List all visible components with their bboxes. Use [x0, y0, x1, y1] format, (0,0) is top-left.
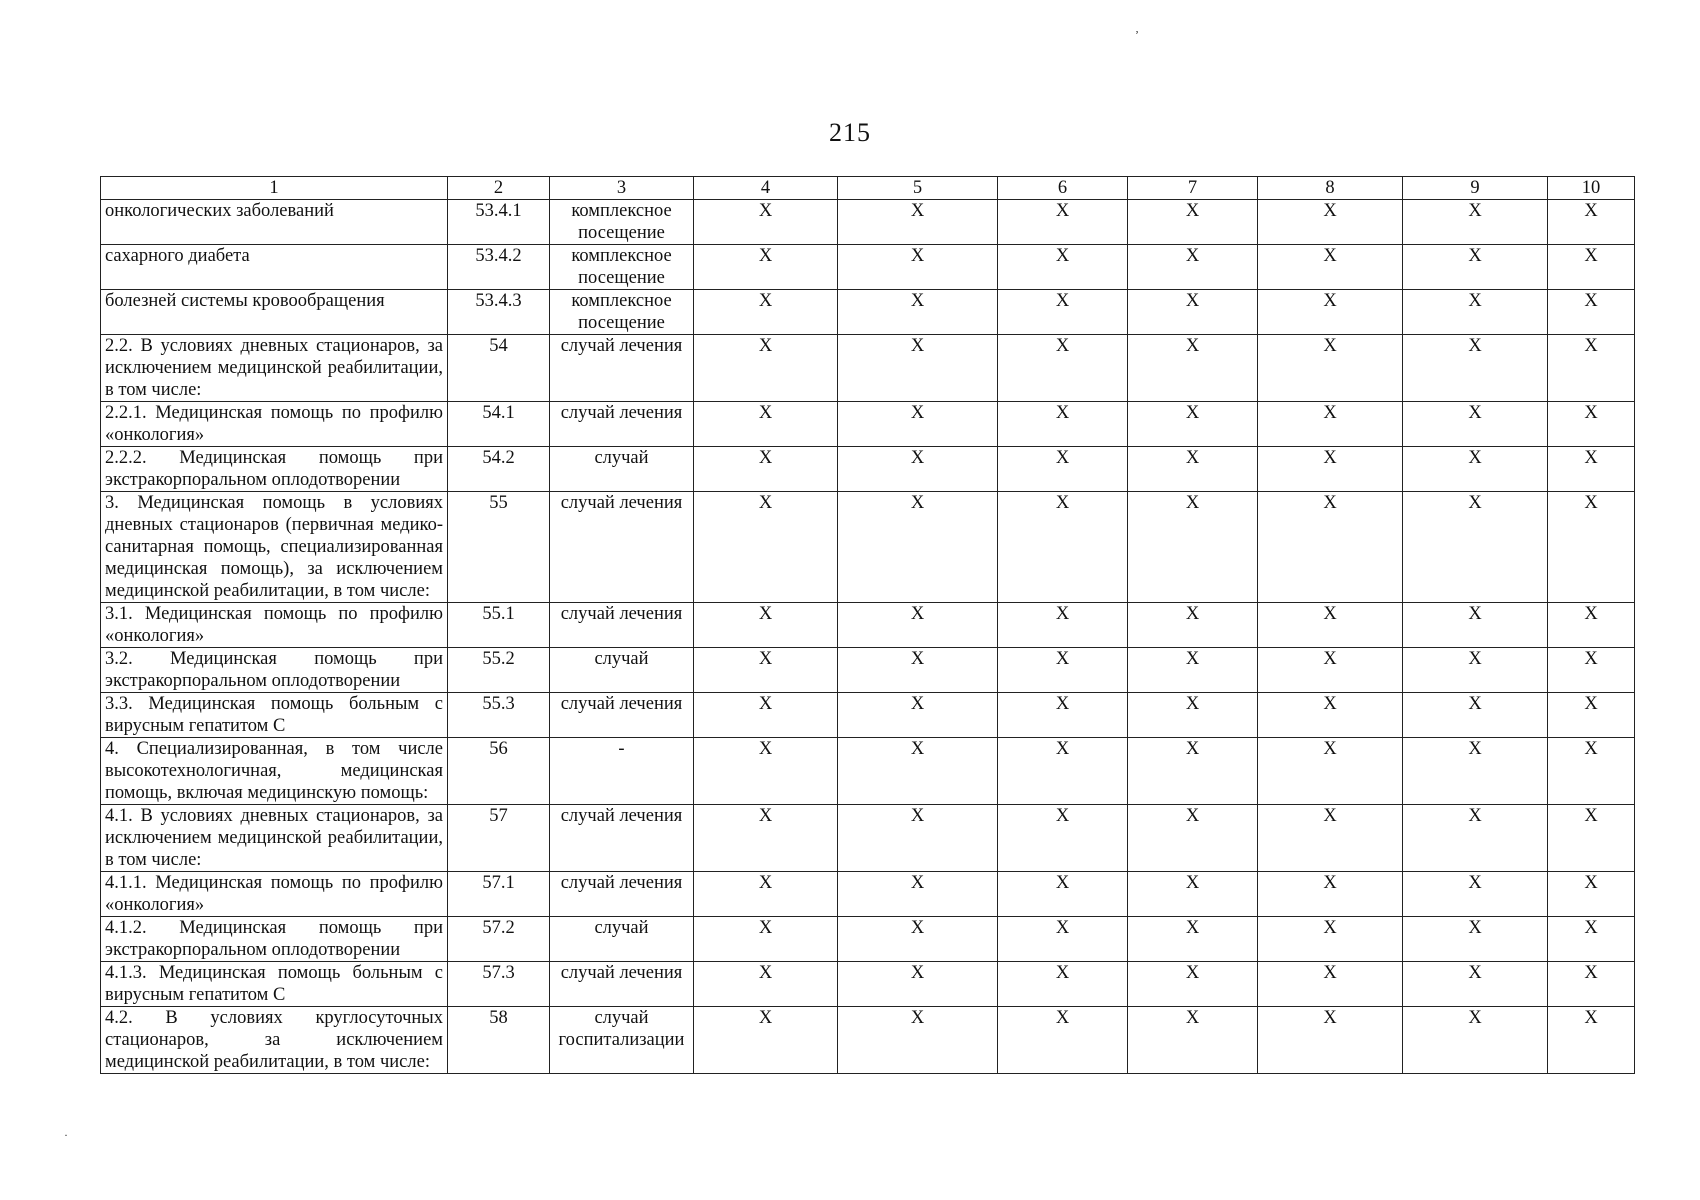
value-cell: X: [1258, 805, 1403, 872]
value-cell: X: [1128, 738, 1258, 805]
row-unit: комплексное посещение: [550, 245, 694, 290]
table-row: [101, 335, 1635, 402]
value-cell: X: [1258, 738, 1403, 805]
value-cell: X: [998, 603, 1128, 648]
value-cell: X: [838, 603, 998, 648]
value-cell: X: [1403, 447, 1548, 492]
value-cell: X: [694, 805, 838, 872]
column-header: 6: [998, 177, 1128, 200]
value-cell: X: [838, 805, 998, 872]
value-cell: X: [998, 917, 1128, 962]
value-cell: X: [694, 603, 838, 648]
scan-speck: ʼ: [1135, 28, 1139, 42]
value-cell: X: [1403, 738, 1548, 805]
row-code: 58: [448, 1007, 550, 1074]
value-cell: X: [1403, 200, 1548, 245]
value-cell: X: [838, 200, 998, 245]
row-label: 4.1. В условиях дневных стационаров, за исключением медицинской реабилитации, в том числе:: [101, 805, 448, 872]
value-cell: X: [838, 245, 998, 290]
value-cell: X: [1548, 603, 1635, 648]
value-cell: X: [1548, 738, 1635, 805]
row-unit: -: [550, 738, 694, 805]
value-cell: X: [1258, 917, 1403, 962]
row-code: 54.2: [448, 447, 550, 492]
row-label: 4.1.2. Медицинская помощь при экстракорпоральном оплодотворении: [101, 917, 448, 962]
value-cell: X: [838, 872, 998, 917]
table-row: [101, 447, 1635, 492]
value-cell: X: [998, 738, 1128, 805]
value-cell: X: [838, 290, 998, 335]
value-cell: X: [1258, 335, 1403, 402]
value-cell: X: [1403, 492, 1548, 603]
value-cell: X: [694, 648, 838, 693]
value-cell: X: [1548, 693, 1635, 738]
value-cell: X: [1258, 402, 1403, 447]
value-cell: X: [1258, 962, 1403, 1007]
row-unit: случай: [550, 648, 694, 693]
value-cell: X: [998, 648, 1128, 693]
value-cell: X: [1258, 447, 1403, 492]
row-code: 54.1: [448, 402, 550, 447]
value-cell: X: [1548, 290, 1635, 335]
table-row: [101, 1007, 1635, 1074]
value-cell: X: [1258, 1007, 1403, 1074]
row-unit: случай: [550, 447, 694, 492]
value-cell: X: [1128, 335, 1258, 402]
row-unit: случай лечения: [550, 872, 694, 917]
row-code: 55.3: [448, 693, 550, 738]
row-label: 2.2. В условиях дневных стационаров, за исключением медицинской реабилитации, в том числе:: [101, 335, 448, 402]
value-cell: X: [1403, 335, 1548, 402]
row-label: 2.2.1. Медицинская помощь по профилю «онкология»: [101, 402, 448, 447]
row-unit: случай лечения: [550, 335, 694, 402]
row-code: 57.2: [448, 917, 550, 962]
column-header: 8: [1258, 177, 1403, 200]
value-cell: X: [694, 402, 838, 447]
value-cell: X: [694, 872, 838, 917]
value-cell: X: [1128, 917, 1258, 962]
value-cell: X: [1128, 402, 1258, 447]
row-label: 4.1.3. Медицинская помощь больным с вирусным гепатитом С: [101, 962, 448, 1007]
value-cell: X: [694, 1007, 838, 1074]
value-cell: X: [998, 693, 1128, 738]
value-cell: X: [1128, 1007, 1258, 1074]
value-cell: X: [1128, 805, 1258, 872]
row-code: 53.4.1: [448, 200, 550, 245]
value-cell: X: [1258, 492, 1403, 603]
value-cell: X: [694, 492, 838, 603]
value-cell: X: [1548, 200, 1635, 245]
value-cell: X: [1548, 492, 1635, 603]
table-row: [101, 872, 1635, 917]
value-cell: X: [694, 245, 838, 290]
column-header: 2: [448, 177, 550, 200]
value-cell: X: [1128, 492, 1258, 603]
table-row: [101, 693, 1635, 738]
row-code: 55: [448, 492, 550, 603]
value-cell: X: [998, 402, 1128, 447]
value-cell: X: [1548, 872, 1635, 917]
value-cell: X: [838, 693, 998, 738]
value-cell: X: [1548, 402, 1635, 447]
value-cell: X: [1403, 805, 1548, 872]
row-label: сахарного диабета: [101, 245, 448, 290]
value-cell: X: [998, 290, 1128, 335]
value-cell: X: [1258, 200, 1403, 245]
value-cell: X: [1258, 648, 1403, 693]
value-cell: X: [838, 335, 998, 402]
value-cell: X: [1128, 447, 1258, 492]
row-unit: случай лечения: [550, 402, 694, 447]
row-unit: случай лечения: [550, 693, 694, 738]
value-cell: X: [1548, 245, 1635, 290]
value-cell: X: [1403, 603, 1548, 648]
column-header: 5: [838, 177, 998, 200]
value-cell: X: [998, 872, 1128, 917]
value-cell: X: [1128, 245, 1258, 290]
value-cell: X: [694, 917, 838, 962]
page-number: 215: [829, 118, 871, 147]
value-cell: X: [1128, 200, 1258, 245]
value-cell: X: [998, 492, 1128, 603]
value-cell: X: [998, 447, 1128, 492]
value-cell: X: [694, 290, 838, 335]
table-row: [101, 492, 1635, 603]
row-code: 53.4.3: [448, 290, 550, 335]
row-unit: комплексное посещение: [550, 200, 694, 245]
row-label: болезней системы кровообращения: [101, 290, 448, 335]
value-cell: X: [1128, 962, 1258, 1007]
table-row: [101, 648, 1635, 693]
row-code: 57.1: [448, 872, 550, 917]
value-cell: X: [1548, 917, 1635, 962]
table-row: [101, 200, 1635, 245]
value-cell: X: [694, 335, 838, 402]
row-code: 54: [448, 335, 550, 402]
value-cell: X: [1128, 290, 1258, 335]
value-cell: X: [1548, 962, 1635, 1007]
column-header: 1: [101, 177, 448, 200]
table-row: [101, 245, 1635, 290]
value-cell: X: [1548, 447, 1635, 492]
row-unit: случай госпитализации: [550, 1007, 694, 1074]
value-cell: X: [838, 917, 998, 962]
value-cell: X: [1403, 402, 1548, 447]
value-cell: X: [838, 738, 998, 805]
value-cell: X: [1403, 1007, 1548, 1074]
value-cell: X: [1403, 872, 1548, 917]
row-code: 56: [448, 738, 550, 805]
value-cell: X: [998, 962, 1128, 1007]
value-cell: X: [1128, 872, 1258, 917]
table-row: [101, 603, 1635, 648]
column-header: 3: [550, 177, 694, 200]
scan-speck: ·: [64, 1128, 68, 1142]
row-unit: случай лечения: [550, 603, 694, 648]
row-unit: комплексное посещение: [550, 290, 694, 335]
value-cell: X: [838, 962, 998, 1007]
value-cell: X: [1548, 335, 1635, 402]
value-cell: X: [694, 693, 838, 738]
table-row: [101, 402, 1635, 447]
row-label: 3.3. Медицинская помощь больным с вирусным гепатитом С: [101, 693, 448, 738]
row-label: 3. Медицинская помощь в условиях дневных стационаров (первичная медико-санитарная помощь, специализированная медицинская помощь), за исключением медицинской реабилитации, в том числе:: [101, 492, 448, 603]
value-cell: X: [1258, 245, 1403, 290]
row-unit: случай лечения: [550, 962, 694, 1007]
row-label: 4.1.1. Медицинская помощь по профилю «онкология»: [101, 872, 448, 917]
value-cell: X: [1548, 648, 1635, 693]
value-cell: X: [998, 245, 1128, 290]
column-header: 4: [694, 177, 838, 200]
value-cell: X: [838, 648, 998, 693]
row-unit: случай лечения: [550, 805, 694, 872]
value-cell: X: [1258, 603, 1403, 648]
value-cell: X: [838, 402, 998, 447]
column-header: 7: [1128, 177, 1258, 200]
row-unit: случай: [550, 917, 694, 962]
value-cell: X: [1403, 693, 1548, 738]
value-cell: X: [1403, 290, 1548, 335]
value-cell: X: [694, 962, 838, 1007]
value-cell: X: [1403, 917, 1548, 962]
data-table: [100, 176, 1635, 1074]
table-row: [101, 805, 1635, 872]
value-cell: X: [1258, 290, 1403, 335]
row-code: 55.1: [448, 603, 550, 648]
row-label: 4.2. В условиях круглосуточных стационаров, за исключением медицинской реабилитации, в том числе:: [101, 1007, 448, 1074]
value-cell: X: [998, 200, 1128, 245]
row-label: 3.2. Медицинская помощь при экстракорпоральном оплодотворении: [101, 648, 448, 693]
value-cell: X: [838, 492, 998, 603]
table-row: [101, 290, 1635, 335]
value-cell: X: [694, 738, 838, 805]
value-cell: X: [694, 200, 838, 245]
value-cell: X: [1548, 1007, 1635, 1074]
value-cell: X: [838, 1007, 998, 1074]
table-row: [101, 917, 1635, 962]
row-label: 3.1. Медицинская помощь по профилю «онкология»: [101, 603, 448, 648]
column-number-row: [101, 177, 1635, 200]
value-cell: X: [1128, 693, 1258, 738]
value-cell: X: [998, 1007, 1128, 1074]
row-unit: случай лечения: [550, 492, 694, 603]
value-cell: X: [998, 335, 1128, 402]
value-cell: X: [1128, 648, 1258, 693]
value-cell: X: [998, 805, 1128, 872]
value-cell: X: [1258, 693, 1403, 738]
value-cell: X: [1403, 962, 1548, 1007]
row-label: 2.2.2. Медицинская помощь при экстракорпоральном оплодотворении: [101, 447, 448, 492]
row-label: онкологических заболеваний: [101, 200, 448, 245]
column-header: 9: [1403, 177, 1548, 200]
value-cell: X: [1258, 872, 1403, 917]
value-cell: X: [1403, 648, 1548, 693]
row-code: 57: [448, 805, 550, 872]
value-cell: X: [838, 447, 998, 492]
table-row: [101, 962, 1635, 1007]
value-cell: X: [1548, 805, 1635, 872]
value-cell: X: [694, 447, 838, 492]
column-header: 10: [1548, 177, 1635, 200]
value-cell: X: [1128, 603, 1258, 648]
table-row: [101, 738, 1635, 805]
row-code: 57.3: [448, 962, 550, 1007]
row-label: 4. Специализированная, в том числе высокотехнологичная, медицинская помощь, включая медицинскую помощь:: [101, 738, 448, 805]
row-code: 53.4.2: [448, 245, 550, 290]
value-cell: X: [1403, 245, 1548, 290]
row-code: 55.2: [448, 648, 550, 693]
